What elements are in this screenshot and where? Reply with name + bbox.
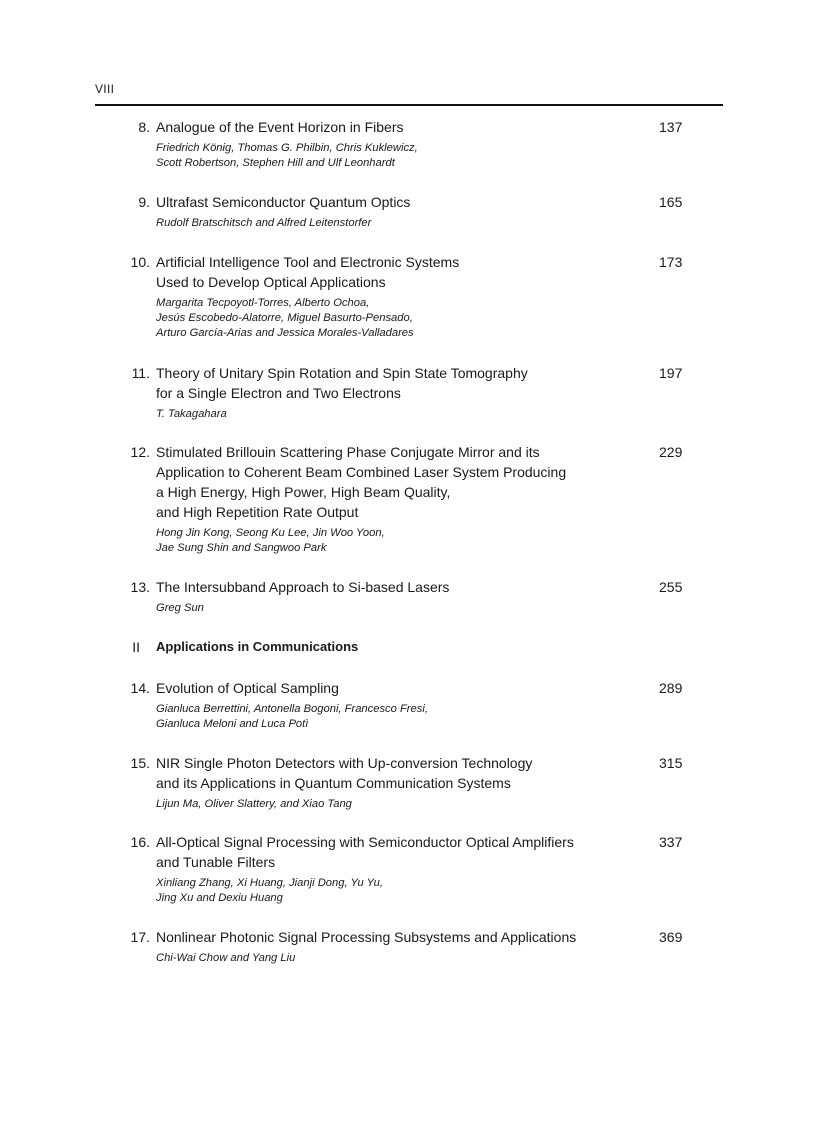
chapter-authors: Jing Xu and Dexiu Huang [156,892,283,904]
chapter-title: All-Optical Signal Processing with Semiconductor Optical Amplifiers [156,834,574,850]
chapter-number: 10. [130,254,150,270]
chapter-title: Nonlinear Photonic Signal Processing Subsystems and Applications [156,929,577,945]
chapter-title: Analogue of the Event Horizon in Fibers [156,119,404,135]
page-number: VIII [95,82,115,96]
chapter-authors: Rudolf Bratschitsch and Alfred Leitenstorfer [156,217,372,229]
chapter-title: NIR Single Photon Detectors with Up-conversion Technology [156,755,533,771]
part-number: II [132,639,140,655]
chapter-title: and Tunable Filters [156,854,276,870]
chapter-number: 11. [131,365,150,381]
chapter-authors: Friedrich König, Thomas G. Philbin, Chris Kuklewicz, [156,142,418,154]
chapter-number: 16. [130,834,150,850]
chapter-title: Stimulated Brillouin Scattering Phase Conjugate Mirror and its [156,444,540,460]
chapter-authors: Gianluca Meloni and Luca Potì [156,718,309,730]
chapter-title: and its Applications in Quantum Communication Systems [156,775,511,791]
chapter-authors: Chi-Wai Chow and Yang Liu [156,952,296,964]
chapter-page: 289 [659,680,683,696]
chapter-authors: Gianluca Berrettini, Antonella Bogoni, Francesco Fresi, [156,703,428,715]
chapter-title: Artificial Intelligence Tool and Electronic Systems [156,254,460,270]
chapter-authors: Jesús Escobedo-Alatorre, Miguel Basurto-Pensado, [156,312,413,324]
chapter-authors: Jae Sung Shin and Sangwoo Park [156,542,327,554]
chapter-page: 255 [659,579,683,595]
chapter-title: Application to Coherent Beam Combined Laser System Producing [156,464,567,480]
chapter-authors: Hong Jin Kong, Seong Ku Lee, Jin Woo Yoon, [156,527,385,539]
chapter-title: Ultrafast Semiconductor Quantum Optics [156,194,411,210]
chapter-title: Theory of Unitary Spin Rotation and Spin State Tomography [156,365,528,381]
chapter-number: 14. [130,680,150,696]
chapter-number: 13. [130,579,150,595]
chapter-authors: Xinliang Zhang, Xi Huang, Jianji Dong, Yu Yu, [156,877,384,889]
chapter-number: 8. [138,119,150,135]
part-title: Applications in Communications [156,639,359,654]
chapter-page: 229 [659,444,683,460]
chapter-page: 137 [659,119,683,135]
chapter-page: 165 [659,194,683,210]
chapter-title: The Intersubband Approach to Si-based Lasers [156,579,450,595]
chapter-title: Used to Develop Optical Applications [156,274,386,290]
chapter-title: a High Energy, High Power, High Beam Quality, [156,484,451,500]
chapter-authors: T. Takagahara [156,408,227,420]
chapter-number: 17. [130,929,150,945]
chapter-page: 369 [659,929,683,945]
chapter-number: 9. [138,194,150,210]
chapter-authors: Arturo García-Arias and Jessica Morales-Valladares [156,327,414,339]
chapter-page: 337 [659,834,683,850]
chapter-authors: Margarita Tecpoyotl-Torres, Alberto Ochoa, [156,297,370,309]
chapter-page: 315 [659,755,683,771]
chapter-number: 15. [130,755,150,771]
chapter-page: 197 [659,365,683,381]
chapter-title: for a Single Electron and Two Electrons [156,385,401,401]
chapter-authors: Lijun Ma, Oliver Slattery, and Xiao Tang [156,798,352,810]
chapter-title: and High Repetition Rate Output [156,504,359,520]
header-rule [95,104,723,106]
chapter-authors: Scott Robertson, Stephen Hill and Ulf Leonhardt [156,157,395,169]
chapter-authors: Greg Sun [156,602,204,614]
chapter-number: 12. [130,444,150,460]
chapter-page: 173 [659,254,683,270]
chapter-title: Evolution of Optical Sampling [156,680,339,696]
